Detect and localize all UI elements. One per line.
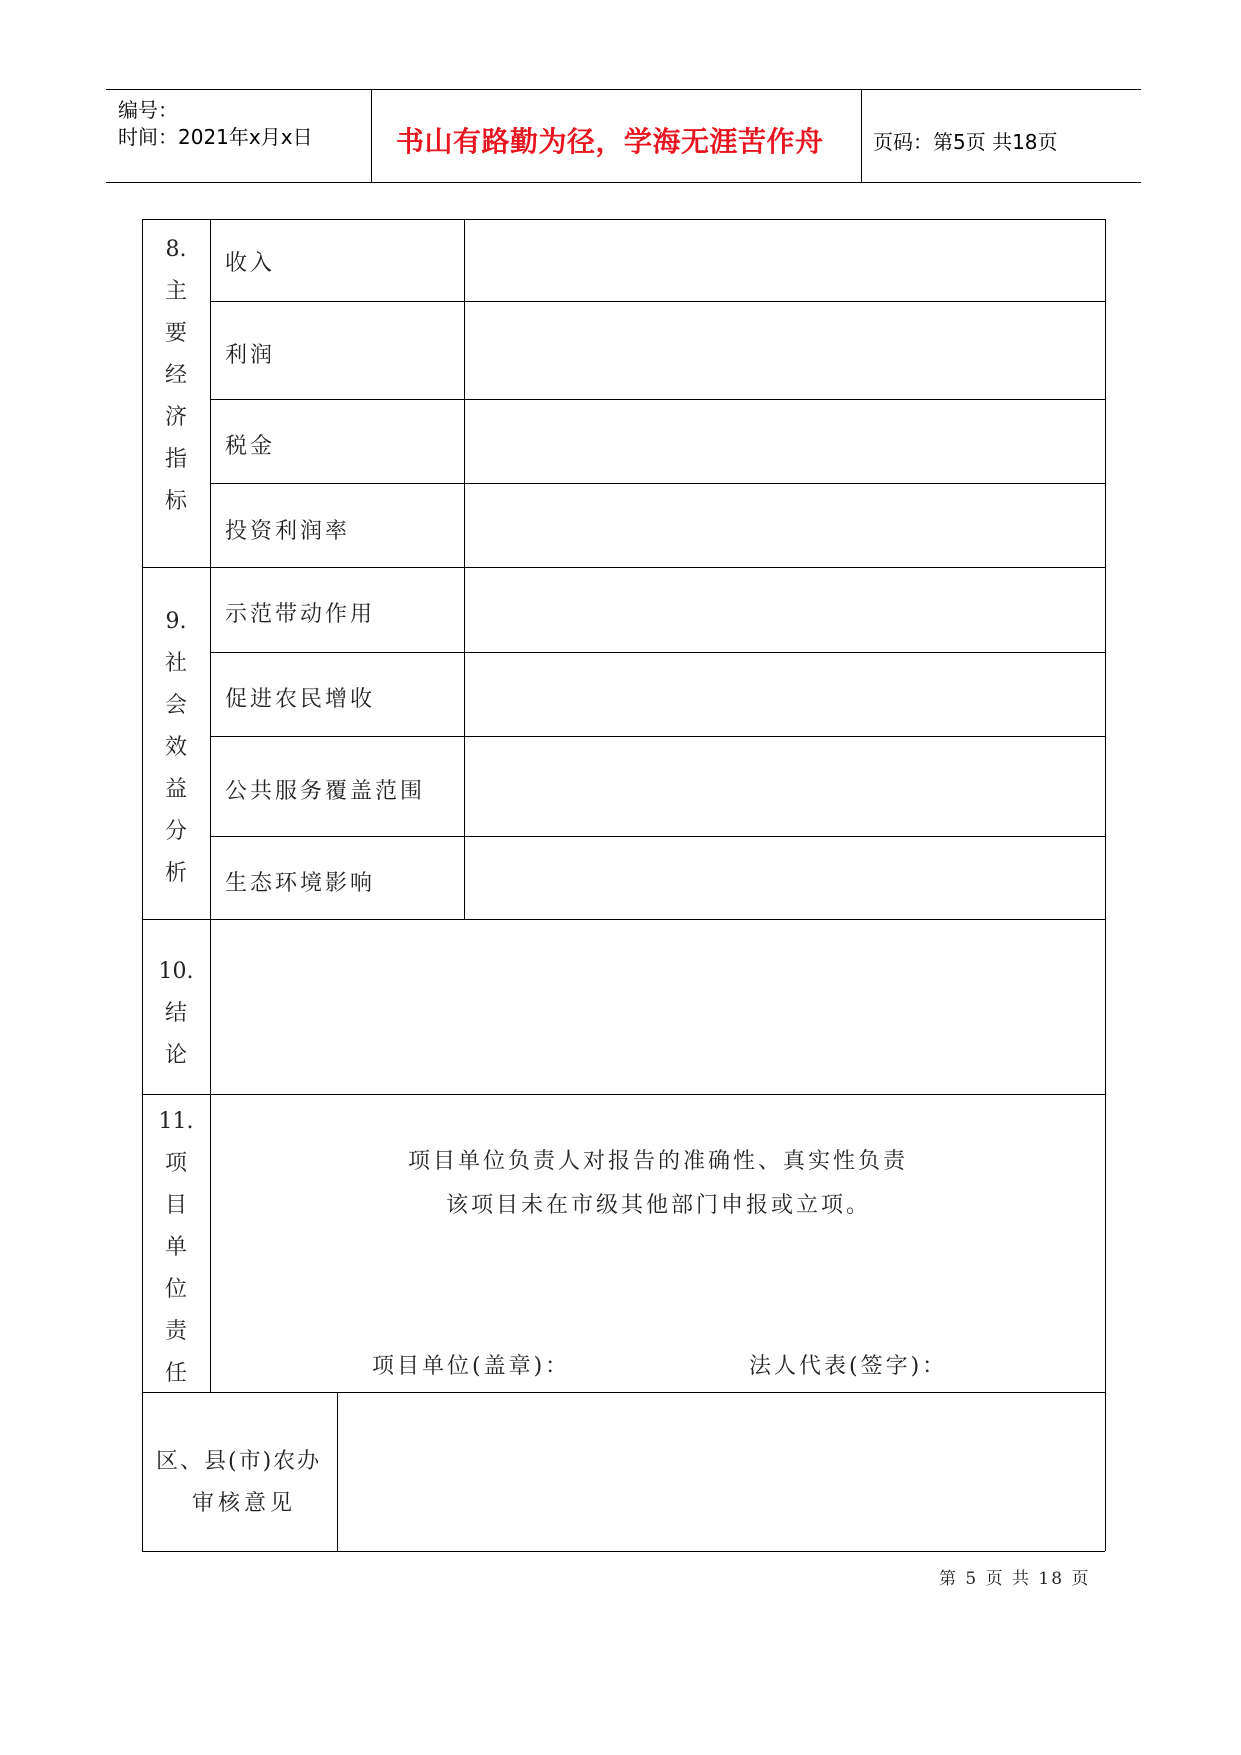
responsibility-statement-line2: 该项目未在市级其他部门申报或立项。 <box>446 1193 872 1218</box>
row-label-public-service-coverage: 公共服务覆盖范围 <box>225 779 426 804</box>
field-conclusion-value[interactable] <box>212 921 1103 1093</box>
field-demonstration-effect-value[interactable] <box>466 569 1103 651</box>
field-public-service-coverage-value[interactable] <box>466 738 1103 835</box>
field-revenue-value[interactable] <box>466 221 1103 300</box>
form-table <box>142 219 1105 1551</box>
header-divider-right <box>861 89 862 182</box>
document-number-label: 编号： <box>118 98 178 122</box>
document-time-label: 时间：2021年x月x日 <box>118 125 313 149</box>
field-ecological-impact-value[interactable] <box>466 838 1103 918</box>
row-label-profit: 利润 <box>225 343 276 368</box>
row-label-tax: 税金 <box>225 434 276 459</box>
header-motto: 书山有路勤为径，学海无涯苦作舟 <box>396 125 824 158</box>
responsibility-statement-line1: 项目单位负责人对报告的准确性、真实性负责 <box>408 1149 909 1174</box>
section-9-title: 9. 社 会 效 益 分 析 <box>164 609 187 886</box>
header-divider-left <box>371 89 372 182</box>
page-footer: 第 5 页 共 18 页 <box>939 1569 1091 1589</box>
row-label-ecological-impact: 生态环境影响 <box>225 871 376 896</box>
row-label-investment-profit-rate: 投资利润率 <box>225 519 351 544</box>
row-label-revenue: 收入 <box>225 251 276 276</box>
field-farmer-income-value[interactable] <box>466 654 1103 735</box>
field-profit-value[interactable] <box>466 303 1103 398</box>
section-11-title: 11. 项 目 单 位 责 任 <box>158 1109 194 1386</box>
section-10-title: 10. 结 论 <box>158 959 194 1068</box>
section-8-title: 8. 主 要 经 济 指 标 <box>164 237 187 514</box>
review-label-line1: 区、县(市)农办 <box>156 1449 322 1474</box>
field-tax-value[interactable] <box>466 401 1103 482</box>
header-page-label: 页码：第5页 共18页 <box>873 130 1058 154</box>
field-review-opinion-value[interactable] <box>339 1394 1103 1549</box>
header-bottom-rule <box>106 182 1141 183</box>
legal-representative-label: 法人代表(签字)： <box>749 1354 948 1379</box>
review-label-line2: 审核意见 <box>192 1491 297 1516</box>
field-investment-profit-rate-value[interactable] <box>466 485 1103 566</box>
header-top-rule <box>106 89 1141 90</box>
row-label-demonstration-effect: 示范带动作用 <box>225 602 376 627</box>
unit-seal-label: 项目单位(盖章)： <box>372 1354 571 1379</box>
row-label-farmer-income: 促进农民增收 <box>225 687 376 712</box>
